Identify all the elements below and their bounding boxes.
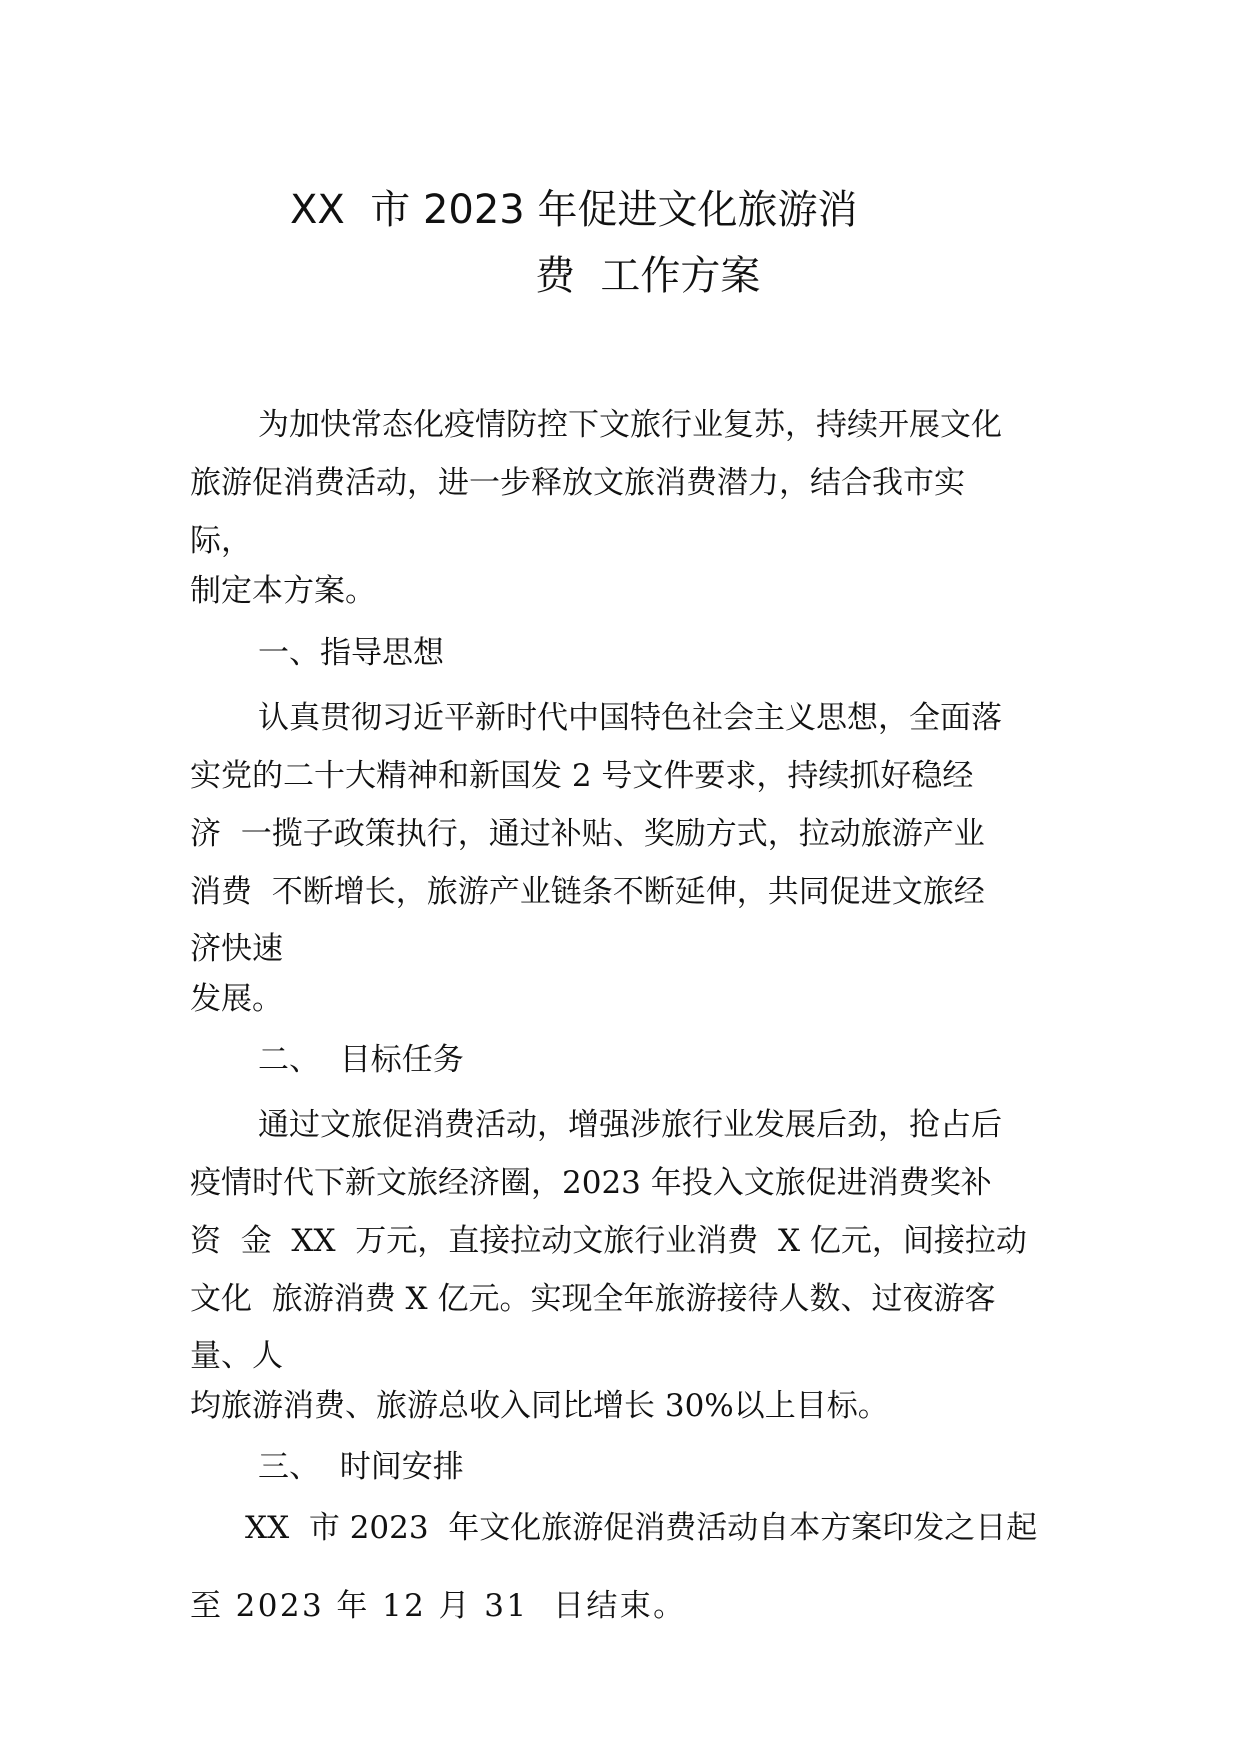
paragraph-schedule-line-2: 至 2023 年 12 月 31 日结束。 [190,1588,687,1624]
paragraph-goals-line-5: 量、人 [190,1338,283,1374]
paragraph-schedule-line-1: XX 市 2023 年文化旅游促消费活动自本方案印发之日起 [245,1510,1038,1546]
document-title-line-1: XX 市 2023 年促进文化旅游消 [290,187,858,233]
document-title-line-2: 费 工作方案 [535,253,761,299]
paragraph-intro-line-2: 旅游促消费活动，进一步释放文旅消费潜力，结合我市实 [190,465,965,501]
paragraph-guidance-line-2: 实党的二十大精神和新国发 2 号文件要求，持续抓好稳经 [190,758,974,794]
paragraph-goals-line-2: 疫情时代下新文旅经济圈，2023 年投入文旅促进消费奖补 [190,1165,992,1201]
paragraph-guidance-line-5: 济快速 [190,931,283,967]
paragraph-intro-line-4: 制定本方案。 [190,573,376,609]
section-heading-2: 二、 目标任务 [258,1042,464,1078]
paragraph-guidance-line-6: 发展。 [190,981,283,1017]
paragraph-goals-line-3: 资 金 XX 万元，直接拉动文旅行业消费 X 亿元，间接拉动 [190,1223,1027,1259]
paragraph-goals-line-6: 均旅游消费、旅游总收入同比增长 30%以上目标。 [190,1388,889,1424]
paragraph-intro-line-3: 际， [190,523,252,559]
paragraph-guidance-line-1: 认真贯彻习近平新时代中国特色社会主义思想，全面落 [258,700,1002,736]
section-heading-3: 三、 时间安排 [258,1449,464,1485]
paragraph-guidance-line-4: 消费 不断增长，旅游产业链条不断延伸，共同促进文旅经 [190,874,985,910]
paragraph-goals-line-1: 通过文旅促消费活动，增强涉旅行业发展后劲，抢占后 [258,1107,1002,1143]
paragraph-goals-line-4: 文化 旅游消费 X 亿元。实现全年旅游接待人数、过夜游客 [190,1281,996,1317]
paragraph-intro-line-1: 为加快常态化疫情防控下文旅行业复苏，持续开展文化 [258,407,1002,443]
paragraph-guidance-line-3: 济 一揽子政策执行，通过补贴、奖励方式，拉动旅游产业 [190,816,985,852]
section-heading-1: 一、指导思想 [258,635,444,671]
